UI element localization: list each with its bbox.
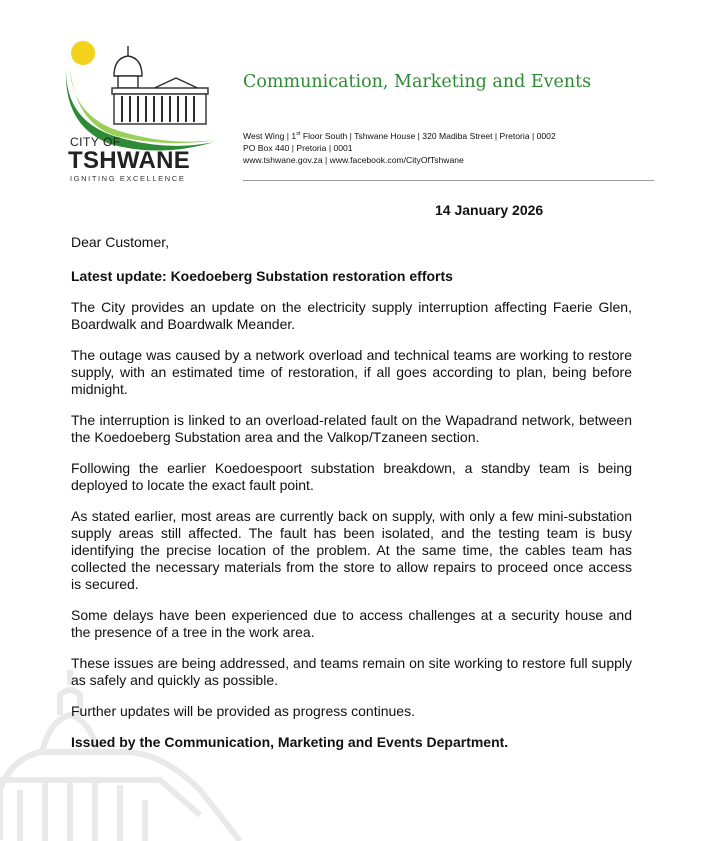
logo-tagline: IGNITING EXCELLENCE — [70, 174, 186, 183]
paragraph: The City provides an update on the electricity supply interruption affecting Faerie Glen, Boardwalk and Boardwalk Meander. — [71, 299, 632, 332]
paragraph: The interruption is linked to an overload-related fault on the Wapadrand network, between the Koedoeberg Substation area and the Valkop/Tzaneen section. — [71, 412, 632, 445]
letter-heading: Latest update: Koedoeberg Substation restoration efforts — [71, 268, 453, 284]
logo-tshwane-text: TSHWANE — [68, 147, 191, 174]
address-line-1: West Wing | 1st Floor South | Tshwane House | 320 Madiba Street | Pretoria | 0002 — [243, 130, 556, 141]
paragraph: Some delays have been experienced due to access challenges at a security house and the presence of a tree in the work area. — [71, 607, 632, 640]
letter-date: 14 January 2026 — [435, 202, 544, 218]
closing-line: Issued by the Communication, Marketing and Events Department. — [71, 734, 509, 750]
paragraph: The outage was caused by a network overload and technical teams are working to restore supply, with an estimated time of restoration, if all goes according to plan, being before midnight. — [71, 347, 632, 397]
greeting: Dear Customer, — [71, 234, 170, 250]
paragraph: These issues are being addressed, and teams remain on site working to restore full supply as safely and quickly as possible. — [71, 655, 632, 688]
address-line-2: PO Box 440 | Pretoria | 0001 — [243, 142, 353, 153]
address-block — [243, 128, 556, 166]
paragraph: Further updates will be provided as progress continues. — [71, 703, 415, 719]
paragraph: As stated earlier, most areas are currently back on supply, with only a few mini-substation supply areas still affected. The fault has been isolated, and the testing team is busy identifying the precise location of the problem. At the same time, the cables team has collected the necessary materials from the store to allow repairs to proceed once access is secured. — [71, 508, 632, 592]
header-divider — [243, 180, 654, 181]
letter-body — [71, 234, 632, 765]
address-line-3: www.tshwane.gov.za | www.facebook.com/CityOfTshwane — [243, 154, 464, 165]
logo-city-of-text: CITY OF — [70, 135, 121, 149]
department-title: Communication, Marketing and Events — [243, 72, 592, 92]
paragraph: Following the earlier Koedoespoort substation breakdown, a standby team is being deployed to locate the exact fault point. — [71, 460, 632, 493]
